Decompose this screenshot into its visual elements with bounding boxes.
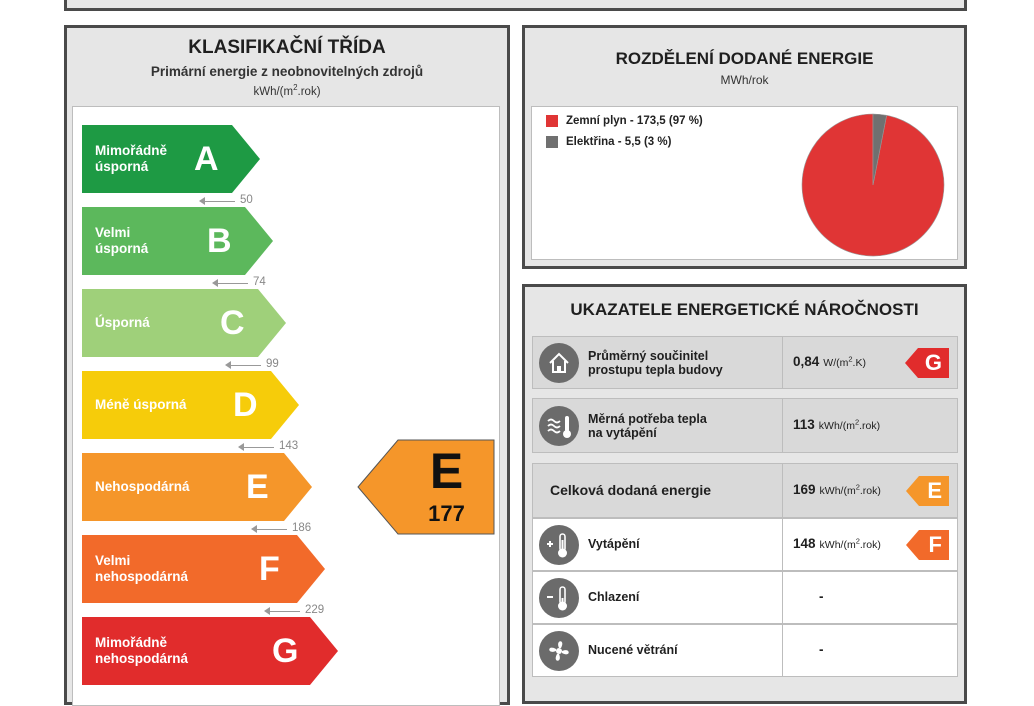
class-letter: G [272,632,299,670]
indicator-name: Chlazení [588,589,640,604]
threshold-line [227,365,261,366]
class-label: Mimořádně úsporná [95,143,168,174]
row-separator [782,399,783,452]
class-letter: C [220,304,245,342]
indicator-name: Nucené větrání [588,642,678,657]
class-label: Velmi úsporná [95,225,149,256]
threshold-line [201,201,235,202]
energy-distribution-pie [798,110,948,260]
thermometer-minus-icon [539,578,579,618]
indicator-name: Měrná potřeba tepla na vytápění [588,411,707,440]
energy-class-d [82,371,299,439]
classification-title: KLASIFIKAČNÍ TŘÍDA [188,37,386,58]
distribution-title: ROZDĚLENÍ DODANÉ ENERGIE [615,49,874,68]
indicator-class-badge: E [906,476,949,506]
legend-label-electricity: Elektřina - 5,5 (3 %) [566,136,672,148]
energy-class-c [82,289,286,357]
threshold-line [266,611,300,612]
class-label: Úsporná [95,315,150,330]
energy-class-f [82,535,325,603]
indicator-name: Celková dodaná energie [550,481,712,498]
threshold-value: 186 [292,522,312,534]
energy-class-g [82,617,338,685]
class-threshold [0,276,400,290]
indicator-unit: kWh/$(m^2.rok)$ [818,417,881,432]
class-threshold [0,358,400,372]
threshold-value: 229 [305,604,325,616]
indicator-row [532,398,958,453]
threshold-value: 50 [240,194,253,206]
indicator-row [532,336,958,389]
indicators-title: UKAZATELE ENERGETICKÉ NÁROČNOSTI [570,300,919,319]
indicator-value: - [819,588,824,604]
class-letter: D [233,386,258,424]
threshold-value: 74 [253,276,266,288]
top-panel-fragment [64,0,967,11]
result-class-letter: E [429,443,464,499]
energy-class-b [82,207,273,275]
classification-unit: kWh/$(m^2.rok)$ [253,83,321,98]
class-letter: F [259,550,280,588]
row-separator [782,464,783,517]
class-label: Méně úsporná [95,397,187,412]
result-class-value: 177 [428,501,465,526]
indicator-unit: kWh/$(m^2.rok)$ [819,536,881,551]
row-separator [782,337,783,388]
indicator-value: 0,84 $W/(m^2.K)$ [793,353,866,369]
classification-subtitle: Primární energie z neobnovitelných zdrojů [150,64,424,79]
energy-class-e [82,453,312,521]
class-label: Nehospodárná [95,479,190,494]
indicator-row [532,463,958,518]
distribution-unit: MWh/rok [720,73,769,87]
class-threshold [0,440,400,454]
indicator-class-badge: F [906,530,949,560]
class-threshold [0,522,400,536]
threshold-value: 99 [266,358,279,370]
indicator-value: 148 kWh/$(m^2.rok)$ [793,535,881,551]
indicator-name: Průměrný součinitel prostupu tepla budovy [588,348,723,377]
heat-wave-thermometer-icon [539,406,579,446]
threshold-line [240,447,274,448]
indicator-value: 113 kWh/$(m^2.rok)$ [793,416,881,432]
threshold-line [214,283,248,284]
house-icon [539,343,579,383]
class-letter: E [246,468,269,506]
legend-label-gas: Zemní plyn - 173,5 (97 %) [566,115,703,127]
indicator-value: - [819,641,824,657]
threshold-line [253,529,287,530]
class-letter: A [194,140,219,178]
class-letter: B [207,222,232,260]
class-threshold [0,604,400,618]
legend-item-electricity [546,134,671,150]
class-label: Velmi nehospodárná [95,553,189,584]
threshold-value: 143 [279,440,299,452]
row-separator [782,572,783,623]
class-label: Mimořádně nehospodárná [95,635,189,666]
legend-swatch-electricity [546,136,558,148]
indicator-unit: kWh/$(m^2.rok)$ [819,482,881,497]
indicator-row [532,571,958,624]
indicator-class-badge: G [905,348,949,378]
row-separator [782,519,783,570]
indicator-row [532,624,958,677]
legend-item-gas [546,113,703,129]
energy-class-a [82,125,260,193]
result-class-arrow [357,439,495,535]
row-separator [782,625,783,676]
indicator-value: 169 kWh/$(m^2.rok)$ [793,481,881,497]
class-threshold [0,194,400,208]
thermometer-plus-icon [539,525,579,565]
legend-swatch-gas [546,115,558,127]
fan-icon [539,631,579,671]
badge-arrow-shape [906,530,949,560]
indicator-name: Vytápění [588,536,640,551]
indicator-row [532,518,958,571]
indicator-unit: $W/(m^2.K)$ [823,354,866,369]
